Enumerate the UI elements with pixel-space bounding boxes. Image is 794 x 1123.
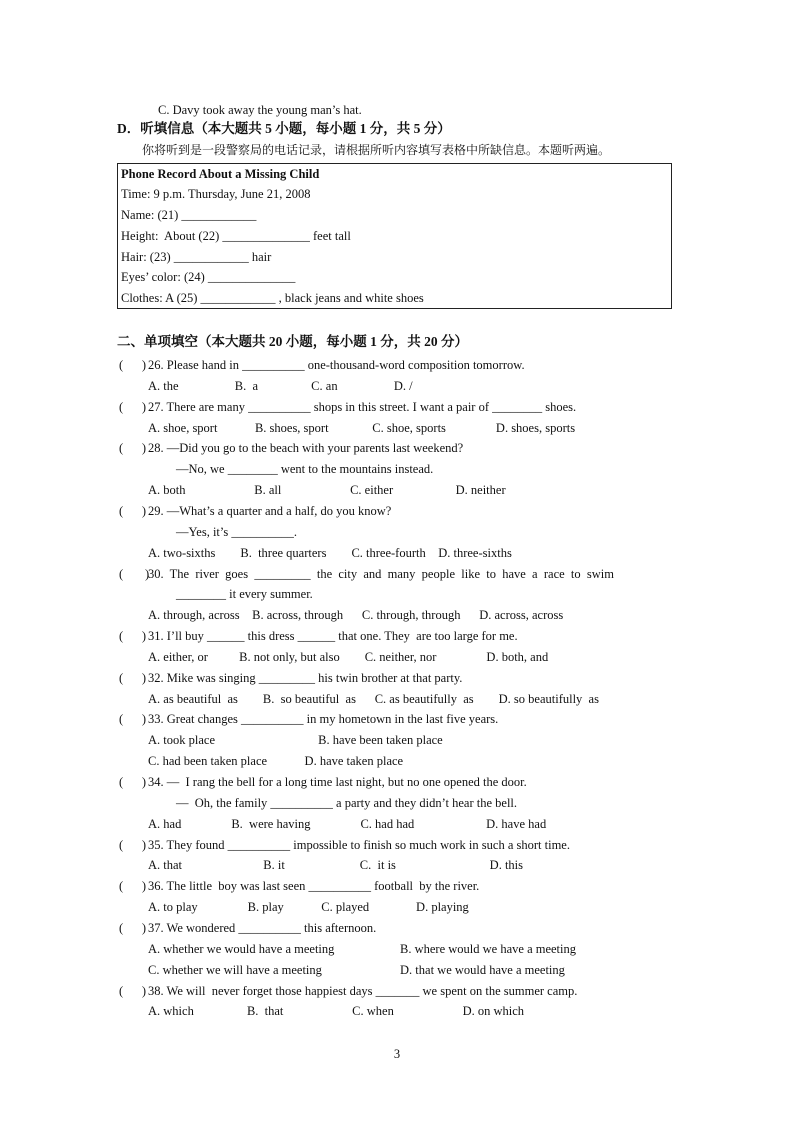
- question-continuation: ________ it every summer.: [176, 587, 313, 601]
- question-stem: 34. — I rang the bell for a long time last night, but no one opened the door.: [148, 775, 527, 789]
- phone-record-table: [117, 163, 672, 309]
- page-number: 3: [393, 1047, 401, 1061]
- answer-bracket: ( ): [119, 838, 147, 852]
- answer-bracket: ( ): [119, 879, 147, 893]
- question-stem: 30. The river goes _________ the city and many people like to have a race to swim: [148, 567, 614, 581]
- question-stem: 36. The little boy was last seen __________ football by the river.: [148, 879, 480, 893]
- answer-bracket: ( ): [119, 400, 147, 414]
- answer-options: A. shoe, sport B. shoes, sport C. shoe, sports D. shoes, sports: [148, 421, 576, 435]
- section-d-heading: D．听填信息（本大题共 5 小题，每小题 1 分，共 5 分）: [117, 121, 451, 136]
- answer-options: C. had been taken place D. have taken place: [148, 754, 404, 768]
- question-stem: 35. They found __________ impossible to finish so much work in such a short time.: [148, 838, 570, 852]
- question-stem: 37. We wondered __________ this afternoon.: [148, 921, 377, 935]
- answer-bracket: ( ): [119, 358, 147, 372]
- answer-options: C. whether we will have a meeting D. that we would have a meeting: [148, 963, 565, 977]
- record-title: Phone Record About a Missing Child: [121, 167, 320, 181]
- question-stem: 26. Please hand in __________ one-thousand-word composition tomorrow.: [148, 358, 525, 372]
- answer-bracket: ( ): [119, 441, 147, 455]
- answer-options: A. to play B. play C. played D. playing: [148, 900, 469, 914]
- question-stem: 27. There are many __________ shops in this street. I want a pair of ________ shoes.: [148, 400, 577, 414]
- record-line: Eyes’ color: (24) ______________: [121, 270, 296, 284]
- answer-bracket: ( ): [119, 775, 147, 789]
- answer-options: A. the B. a C. an D. /: [148, 379, 413, 393]
- question-continuation: —No, we ________ went to the mountains instead.: [176, 462, 434, 476]
- answer-bracket: ( ): [119, 567, 150, 581]
- answer-options: A. took place B. have been taken place: [148, 733, 443, 747]
- answer-options: A. whether we would have a meeting B. where would we have a meeting: [148, 942, 577, 956]
- answer-bracket: ( ): [119, 921, 147, 935]
- prev-question-option: C. Davy took away the young man’s hat.: [158, 103, 362, 117]
- question-continuation: —Yes, it’s __________.: [176, 525, 297, 539]
- question-continuation: — Oh, the family __________ a party and they didn’t hear the bell.: [176, 796, 518, 810]
- record-line: Time: 9 p.m. Thursday, June 21, 2008: [121, 187, 311, 201]
- question-stem: 33. Great changes __________ in my hometown in the last five years.: [148, 712, 499, 726]
- answer-options: A. which B. that C. when D. on which: [148, 1004, 525, 1018]
- answer-bracket: ( ): [119, 629, 147, 643]
- record-line: Name: (21) ____________: [121, 208, 257, 222]
- answer-options: A. both B. all C. either D. neither: [148, 483, 506, 497]
- question-stem: 31. I’ll buy ______ this dress ______ that one. They are too large for me.: [148, 629, 518, 643]
- answer-bracket: ( ): [119, 712, 147, 726]
- question-stem: 38. We will never forget those happiest days _______ we spent on the summer camp.: [148, 984, 578, 998]
- record-line: Height: About (22) ______________ feet tall: [121, 229, 351, 243]
- answer-options: A. two-sixths B. three quarters C. three-fourth D. three-sixths: [148, 546, 512, 560]
- answer-options: A. either, or B. not only, but also C. neither, nor D. both, and: [148, 650, 549, 664]
- record-line: Hair: (23) ____________ hair: [121, 250, 272, 264]
- question-stem: 29. —What’s a quarter and a half, do you know?: [148, 504, 392, 518]
- question-stem: 32. Mike was singing _________ his twin brother at that party.: [148, 671, 463, 685]
- question-stem: 28. —Did you go to the beach with your parents last weekend?: [148, 441, 464, 455]
- answer-bracket: ( ): [119, 504, 147, 518]
- record-line: Clothes: A (25) ____________ , black jeans and white shoes: [121, 291, 424, 305]
- section-2-heading: 二、单项填空（本大题共 20 小题，每小题 1 分，共 20 分）: [117, 334, 468, 349]
- answer-bracket: ( ): [119, 671, 147, 685]
- answer-options: A. had B. were having C. had had D. have had: [148, 817, 547, 831]
- section-d-instruction: 你将听到是一段警察局的电话记录，请根据所听内容填写表格中所缺信息。本题听两遍。: [142, 143, 611, 157]
- answer-options: A. as beautiful as B. so beautiful as C. as beautifully as D. so beautifully as: [148, 692, 599, 706]
- answer-options: A. that B. it C. it is D. this: [148, 858, 524, 872]
- answer-bracket: ( ): [119, 984, 147, 998]
- answer-options: A. through, across B. across, through C. through, through D. across, across: [148, 608, 564, 622]
